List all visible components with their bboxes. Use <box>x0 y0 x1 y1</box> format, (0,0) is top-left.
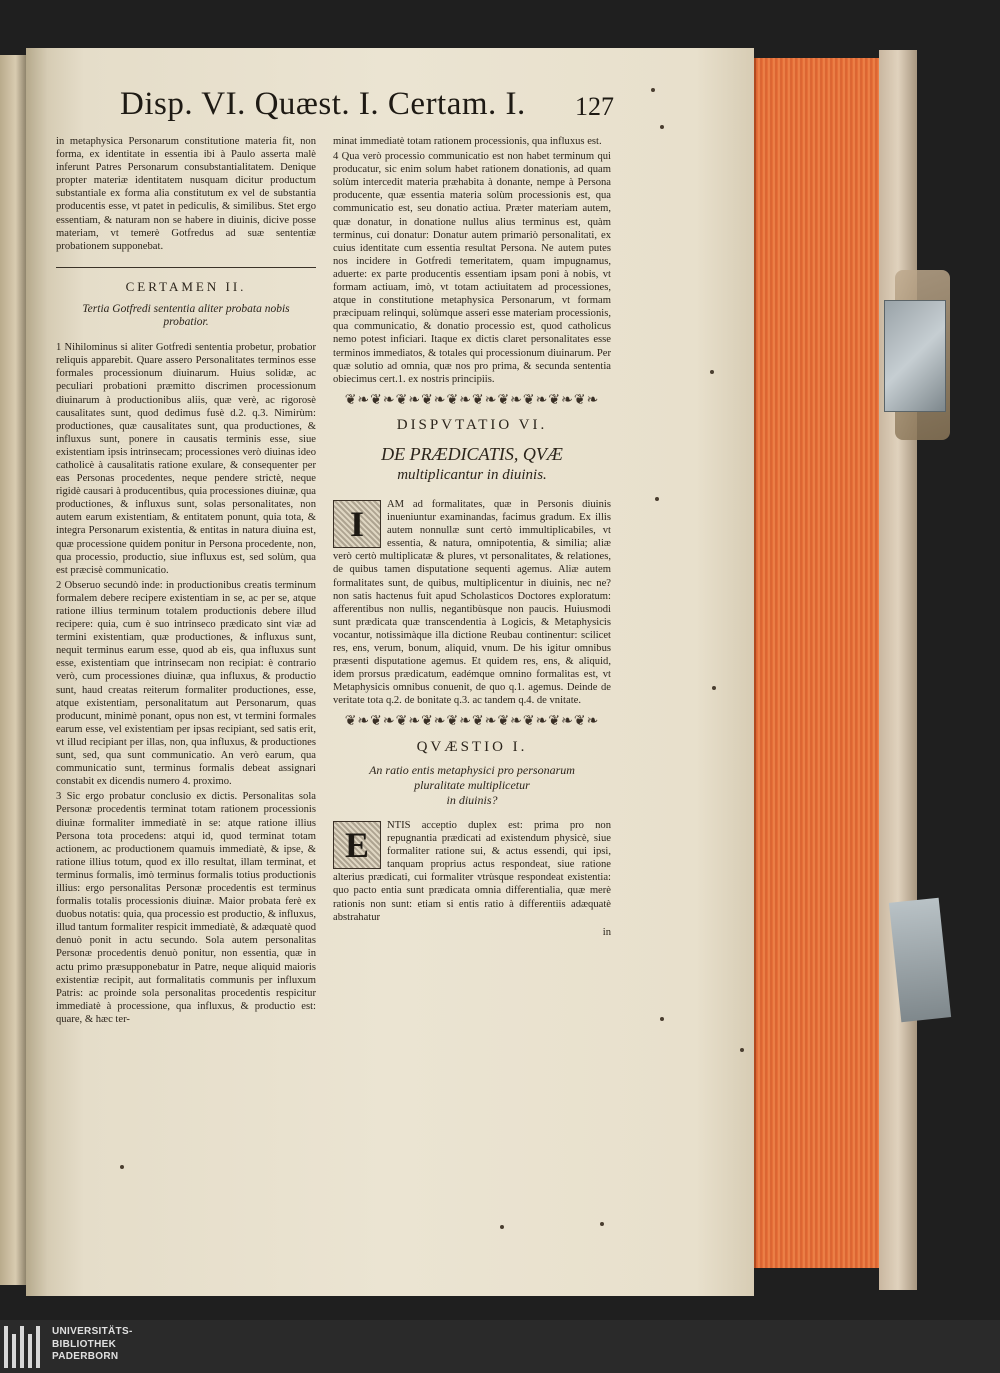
ornament-band-1: ❦❧❦❧❦❧❦❧❦❧❦❧❦❧❦❧❦❧❦❧ <box>344 393 600 407</box>
drop-cap-e: E <box>333 821 381 869</box>
wormhole <box>655 497 659 501</box>
library-name <box>52 1326 133 1364</box>
page-edges <box>754 58 881 1268</box>
drop-cap-i: I <box>333 500 381 548</box>
right-column <box>333 135 611 941</box>
quaestio-question-1: An ratio entis metaphysici pro personarum <box>369 762 575 777</box>
section-rule <box>56 267 316 268</box>
disputatio-title: DISPVTATIO VI. <box>396 416 548 433</box>
wormhole <box>660 1017 664 1021</box>
book-cover <box>879 50 917 1290</box>
wormhole <box>710 370 714 374</box>
quaestio-question-2: pluralitate multiplicetur <box>414 777 530 792</box>
logo-bar <box>36 1326 40 1368</box>
paragraph-4: 4 Qua verò processio communicatio est non habet terminum qui producatur, sic enim solum habet rationem donationis, ad quam solùm intercedit materia præhabita à donante, nempe à Persona producente, quæ essentia materia solùm processionis est, qua communicatio est, seu donatio actiua. Præter materiam autem, quæ donatur, in donatione nullus alius terminus est, quàm terminus, cui donatur: Donatur autem primariò personalitati, ex cuius identitate cum essentia resultat Persona. Ne autem putes nos incidere in Gotfredi temeritatem, quam impugnamus, aduerte: ex parte producentis essentiam ipsam poni à nobis, vt formam actiuam, imò, vt totam actiuitatem ad processiones, atque in constitutione metaphysica Personarum, vt formam præcipuam relinqui, solùmque asseri esse materiam processionis, qua communicatio, & donatio processio est, quod catholicus nemo potest inficiari. Itaque ex dictis claret personalitates esse terminos immediatos, & totales qui processionum diuinarum. Per quæ solutio ad omnia, quæ nos pro prima, & secunda sententia obiecimus cert.1. ex nostris principiis. <box>333 151 611 385</box>
logo-bar <box>20 1326 24 1368</box>
left-column <box>56 135 316 1028</box>
right-top-paragraph: minat immediatè totam rationem processionis, qua influxus est. <box>333 136 602 147</box>
library-logo-icon <box>4 1326 46 1368</box>
paragraph-2: 2 Obseruo secundò inde: in productionibus creatis terminum formalem debere recipere existentiam in se, ac per se, atque ratione illius terminum totalem productionis debere illud recipere: quia, cum è suo intrinseco prædicato sint viæ ad termini existentiam, quæ productiones, & influxus sunt, nequit terminus earum esse, quod ab eis, qua influxus sunt esse, existentiam que intrinsecam non recipiat: è contrario verò, cum processiones diuinæ, qua influxus, & productio sunt, haud creatas reiterum formaliter productiones, esse, atque existentiam, personalitatum aut Personarum, quas producunt, minimè ponant, opus non est, vt termini formales earum esse, vel existentiam per ipsas recipiant, sed satis erit, vt illud recipiant per illas, non, qua influxus, & productiones sunt, sed, qua sunt communicatio. An verò earum, qua communicatio sunt, terminus formalis debeat assignari constabit ex dicendis numero 4. proximo. <box>56 579 316 788</box>
wormhole <box>740 1048 744 1052</box>
quaestio-question-3: in diuinis? <box>446 792 498 807</box>
logo-bar <box>4 1326 8 1368</box>
left-intro-paragraph: in metaphysica Personarum constitutione materia fit, non forma, ex identitate in essentia ibi à Paulo asserta malè inferunt Patres Personarum consubstantialitatem. Denique propter materiæ identitatem nusquam dicitur productum substantiale ex forma alia constitutum ex vel de substantia producentis esse, vt patet in pediculis, & similibus. Stet ergo essentiam, & naturam non se habere in diuinis, dicive posse materiam, vt temerè Gotfredus ad suæ sententiæ probationem supponebat. <box>56 136 316 252</box>
quaestio-title: QVÆSTIO I. <box>416 738 528 755</box>
library-name-line-2: BIBLIOTHEK <box>52 1338 117 1350</box>
logo-bar <box>12 1334 16 1368</box>
catchword: in <box>602 926 611 938</box>
wormhole <box>712 686 716 690</box>
paragraph-6: NTIS acceptio duplex est: prima pro non repugnantia prædicati ad existendum physicè, siue formaliter ratione sui, & actus essendi, qui ipsi, tanquam proprius actus respondeat, siue ratione alterius prædicati, cui formaliter vtrùsque respondeat existentia: quo pacto entia sunt prædicata omnia differentialia, quæ merè rationis non sunt: etiam si entis ratio à differentiis adæquatè abstrahatur <box>333 819 611 923</box>
library-name-line-1: UNIVERSITÄTS- <box>52 1326 133 1337</box>
library-name-line-3: PADERBORN <box>52 1351 119 1362</box>
wormhole <box>120 1165 124 1169</box>
paragraph-3: 3 Sic ergo probatur conclusio ex dictis. Personalitas sola Personæ procedentis terminat totam rationem processionis diuinæ formaliter immediatè in se: atque ratione illius Persona tota procedens: atqui id, quod terminat totam actionem, ac productionem quamuis immediatè, & ipse, & ratione illius totum, quod ex illo resultat, illam terminat, et terminus formalis, imò terminus formalis totius productionis illius: ergo personalitas Personæ procedentis est terminus formalis totalis processionis diuinæ. Maior probata ferè ex duobus notatis: quia, qua processio est productio, & influxus, illud tantum formaliter respicit immediatè, & adæquatè quod denuò ponit in actu secundo. Sola autem personalitas Personæ procedentis denuò ponitur, non essentia, quæ in actu primo præsupponebatur in Patre, neque aliquid maioris existentiæ recipit, aut formalitatis communis per influxum Patris: ac proinde sola personalitas procedentis respicitur immediatè à processione, qua influxus, & productio est: quare, & hæc ter- <box>56 791 316 1025</box>
page-number: 127 <box>575 92 614 121</box>
ornament-band-2: ❦❧❦❧❦❧❦❧❦❧❦❧❦❧❦❧❦❧❦❧ <box>344 715 600 729</box>
disputatio-subtitle-1: DE PRÆDICATIS, QVÆ <box>381 443 563 464</box>
running-head: Disp. VI. Quæst. I. Certam. I. <box>120 86 526 122</box>
wormhole <box>651 88 655 92</box>
wormhole <box>500 1225 504 1229</box>
wormhole <box>660 125 664 129</box>
footer-bar <box>0 1320 1000 1373</box>
wormhole <box>600 1222 604 1226</box>
facing-page-edge <box>0 55 26 1285</box>
paragraph-1: 1 Nihilominus si aliter Gotfredi sententia probetur, probatior reliquis apparebit. Quare assero Personalitates terminos esse formales processionum diuinarum. Huius solidæ, ac peculiari probationi præmitto discrimen processionum diuinarum à productionibus aliis, quæ verè, ac rigorosè causalitates sunt, quod dedimus fusè d.2. q.3. Nimirùm: productiones, quæ causalitates sunt, qua productiones, & influxus sunt, ponere in causatis terminis esse, siue existentiam ipsis intrinsecam; processiones verò diuinas ideo catholicè à causalitatis ratione exulare, & consequenter per eas Personas procedentes, neque pendere strictè, neque rigidè causari à producentibus, quia processiones diuinæ, qua productiones, & influxus sunt, solas personalitates, non autem earum existentiam, & entitatem ponunt, quia tota, & integra Personarum existentia, & entitas in natura diuina est, quæ processione quidem ponitur in Persona procedente, non, qua processio, productio, siue influxus est, sed solùm, qua est præcisè communicatio. <box>56 342 316 576</box>
logo-bar <box>28 1334 32 1368</box>
metal-clasp <box>884 300 946 412</box>
paragraph-5: AM ad formalitates, quæ in Personis diuinis inueniuntur examinandas, facimus gradum. Ex illis autem nonnullæ sunt certò immultiplicabiles, vt essentia, & natura, omnipotentia, & similia; aliæ verò certò multiplicatæ & plures, vt personalitates, & relationes, de quibus tamen disputatione sequenti agemus. Aliæ autem formalitates sunt, de quibus, multiplicentur in diuinis, nec ne? non satis hactenus fuit apud Scholasticos Doctores exploratum: afferentibus non nullis, negantibùsque non paucis. Huiusmodi sunt prædicata quæ transcendentia à Logicis, & Metaphysicis vocantur, notissimàque illa dictione Reubau continentur: scilicet res, ens, verum, bonum, aliquid, vnum. De his igitur omnibus præsenti disputatione agemus. Et quidem res, ens, & aliquid, idem prorsus prædicatum, eadémque omnino formalitas est, vt Metaphysicis omnibus conuenit, de quo q.1. agemus. Deinde de veritate tota q.2. de bonitate q.3. ac tandem q.4. de vnitate. <box>333 498 611 707</box>
certamen-subtitle: Tertia Gotfredi sententia aliter probata nobis probatior. <box>82 302 290 329</box>
disputatio-subtitle-2: multiplicantur in diuinis. <box>397 466 547 483</box>
certamen-title: CERTAMEN II. <box>125 278 247 294</box>
